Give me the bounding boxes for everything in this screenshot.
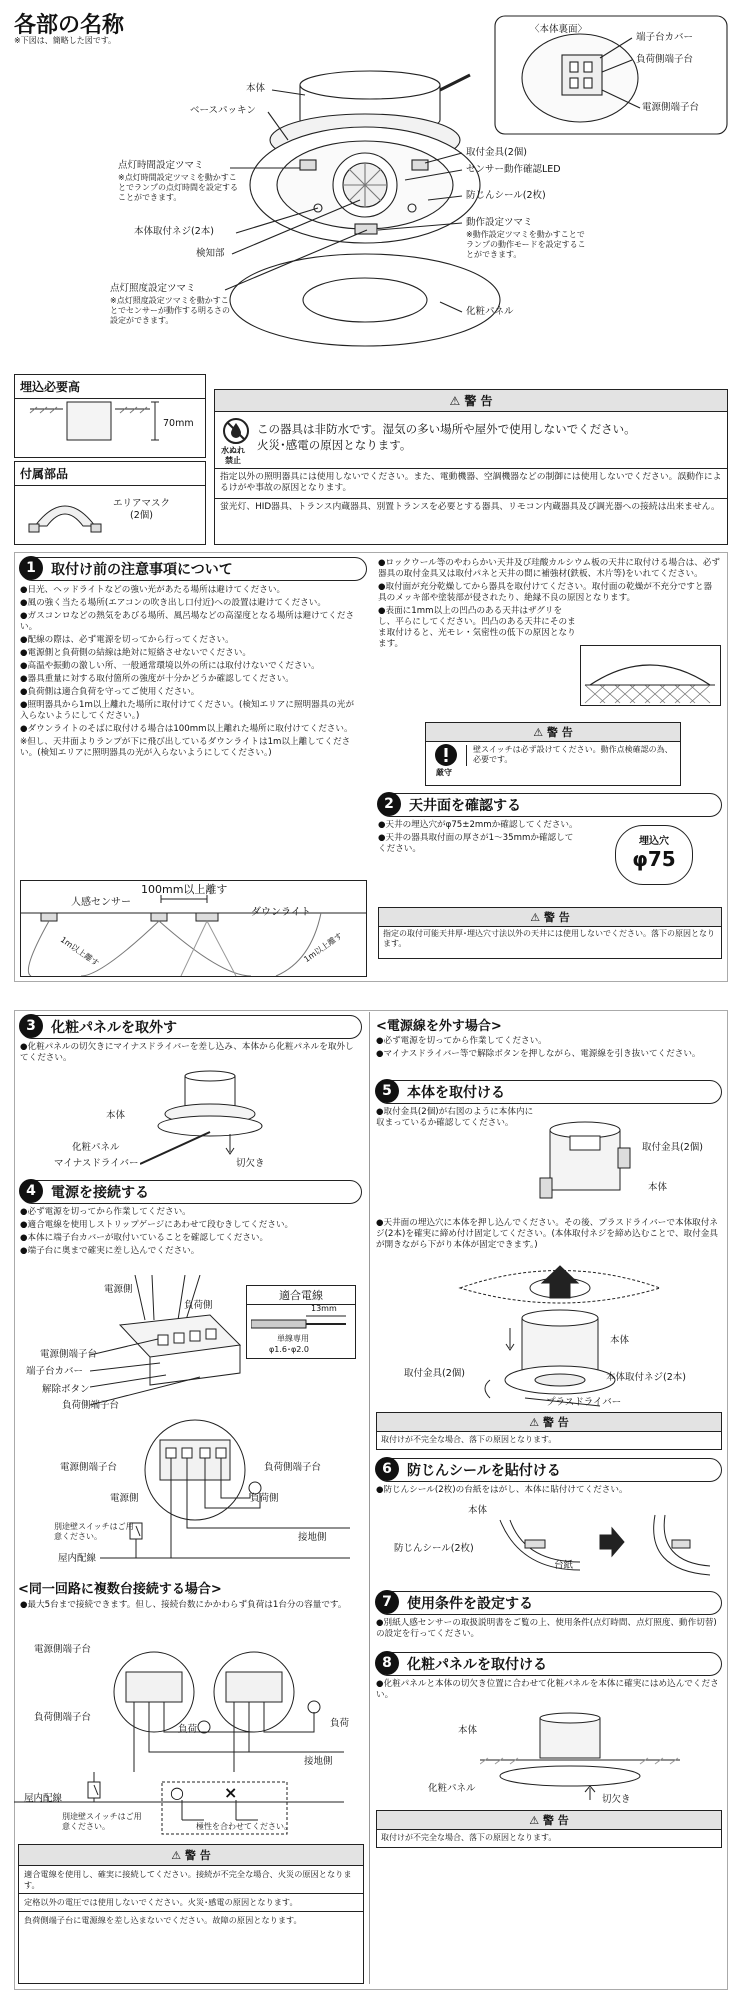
section-6-number: 6 xyxy=(375,1457,399,1481)
warning-panel-text: 取付けが不完全な場合、落下の原因となります。 xyxy=(381,1833,557,1842)
label-mount-bracket: 取付金具(2個) xyxy=(466,147,527,158)
label-time-knob: 点灯時間設定ツマミ xyxy=(118,160,204,171)
s3-label-notch: 切欠き xyxy=(236,1158,265,1169)
list-item: ●最大5台まで接続できます。但し、接続台数にかかわらず負荷は1台分の容量です。 xyxy=(20,1600,347,1610)
list-item: ●取付金具(2個)が右図のように本体内に収まっているか確認してください。 xyxy=(376,1107,534,1128)
s4-load-terminal: 負荷側端子台 xyxy=(62,1400,120,1411)
mandatory-icon xyxy=(434,743,458,767)
label-mount-screw: 本体取付ネジ(2本) xyxy=(134,226,214,237)
warning-ceiling-text: 指定の取付可能天井厚･埋込穴寸法以外の天井には使用しないでください。落下の原因となります。 xyxy=(383,929,715,949)
accessory-title: 付属部品 xyxy=(15,462,205,486)
diagram-100mm: 100mm以上離す xyxy=(141,883,228,896)
multi-wall-switch: 別途壁スイッチはご用意ください。 xyxy=(62,1812,142,1831)
prohibit-caption-2: 禁止 xyxy=(225,456,241,465)
bracket-check-diagram xyxy=(530,1118,660,1208)
section-6-header xyxy=(376,1458,722,1482)
list-item: ●マイナスドライバー等で解除ボタンを押しながら、電源線を引き抜いてください。 xyxy=(376,1049,701,1059)
s5-label-body2: 本体 xyxy=(610,1335,630,1346)
section-2-title: 天井面を確認する xyxy=(409,798,521,814)
list-item: ●照明器具から1m以上離れた場所に取付けてください。(検知エリアに照明器具の光が入らないようにしてください。) xyxy=(20,700,355,721)
s4-c-power: 電源側 xyxy=(110,1493,139,1504)
diagram-sensor: 人感センサー xyxy=(71,897,131,908)
list-item: ●風の強く当たる場所(エアコンの吹き出し口付近)への設置は避けてください。 xyxy=(20,598,326,608)
diagram-dist-right: 1m以上離す xyxy=(302,931,345,965)
section-2-number: 2 xyxy=(377,792,401,816)
section-3-number: 3 xyxy=(19,1014,43,1038)
section-3-header xyxy=(20,1015,362,1039)
accessory-box xyxy=(14,461,206,545)
seal-diagram xyxy=(480,1500,720,1585)
list-item: ●本体に端子台カバーが取付いていることを確認してください。 xyxy=(20,1233,269,1243)
warning-mount xyxy=(376,1412,722,1450)
hole-badge xyxy=(615,825,693,885)
s6-label-body: 本体 xyxy=(468,1505,488,1516)
multi-load-2: 負荷 xyxy=(330,1718,350,1729)
list-item: ●高温や振動の激しい所、一般通常環境以外の所には取付けないでください。 xyxy=(20,661,320,671)
multi-power-terminal: 電源側端子台 xyxy=(34,1644,92,1655)
label-terminal-cover: 端子台カバー xyxy=(636,32,694,43)
section-8-header xyxy=(376,1652,722,1676)
section-1-right-list xyxy=(378,558,720,652)
s4-power-terminal: 電源側端子台 xyxy=(40,1349,98,1360)
section-5-list xyxy=(376,1107,536,1131)
list-item: ●天井の埋込穴がφ75±2mmか確認してください。 xyxy=(378,820,578,830)
warning-wiring xyxy=(18,1844,364,1984)
list-item: ●器具重量に対する取付箇所の強度が十分かどうか確認してください。 xyxy=(20,674,294,684)
list-item: ●ダウンライトのそばに取付ける場合は100mm以上離れた場所に取付けてください。 xyxy=(20,724,353,734)
label-lux-knob: 点灯照度設定ツマミ xyxy=(110,283,196,294)
list-item: ●天井の器具取付面の厚さが1～35mmか確認してください。 xyxy=(378,833,574,854)
mandatory-caption: 厳守 xyxy=(436,768,452,777)
hole-label: 埋込穴 xyxy=(639,836,669,847)
list-item: ●防じんシール(2枚)の台紙をはがし、本体に貼付けてください。 xyxy=(376,1485,628,1495)
s4-indoor: 屋内配線 xyxy=(58,1553,97,1564)
warning-wiring-row: 負荷側端子台に電源線を差し込まないでください。故障の原因となります。 xyxy=(19,1911,363,1929)
label-panel: 化粧パネル xyxy=(466,306,514,317)
warning-wall-switch xyxy=(425,722,681,786)
page-title: 各部の名称 xyxy=(14,13,125,38)
note-time-knob: ※点灯時間設定ツマミを動かすことでランプの点灯時間を設定することができます。 xyxy=(118,173,238,202)
diagram-dist-left: 1m以上離す xyxy=(58,935,101,969)
list-item: ●必ず電源を切ってから作業してください。 xyxy=(20,1207,191,1217)
back-view-title: 〈本体裏面〉 xyxy=(530,24,588,35)
warning-wiring-row: 定格以外の電圧では使用しないでください。火災･感電の原因となります。 xyxy=(19,1893,363,1911)
section-5-header xyxy=(376,1080,722,1104)
warning-mount-text: 取付けが不完全な場合、落下の原因となります。 xyxy=(381,1435,557,1444)
no-water-icon xyxy=(221,416,251,446)
s4-c-load-terminal: 負荷側端子台 xyxy=(264,1462,322,1473)
embed-height-box xyxy=(14,374,206,458)
wire-length: 13mm xyxy=(311,1304,337,1313)
s4-c-load: 負荷側 xyxy=(250,1493,279,1504)
multi-list xyxy=(20,1600,365,1613)
warning-wall-switch-text: 壁スイッチは必ず設けてください。動作点検確認の為、必要です。 xyxy=(466,745,673,766)
label-base-packing: ベースパッキン xyxy=(190,105,256,116)
uneven-ceiling-diagram xyxy=(580,645,730,707)
multi-ground: 接地側 xyxy=(304,1756,333,1767)
s5-label-body: 本体 xyxy=(648,1182,668,1193)
section-4-header xyxy=(20,1180,362,1204)
warning-main-title: ⚠ 警 告 xyxy=(215,390,727,412)
warning-main-row3: 蛍光灯、HID器具、トランス内蔵器具、別置トランスを必要とする器具、リモコン内蔵器具及び調光器への接続は出来ません。 xyxy=(215,498,727,516)
s5-label-driver: プラスドライバー xyxy=(546,1397,622,1408)
multi-load-1: 負荷 xyxy=(178,1724,198,1735)
label-detector: 検知部 xyxy=(196,248,225,259)
multi-caption: 極性を合わせてください。 xyxy=(196,1822,292,1831)
section-8-number: 8 xyxy=(375,1651,399,1675)
s4-c-power-terminal: 電源側端子台 xyxy=(60,1462,118,1473)
list-item: ●端子台に奥まで確実に差し込んでください。 xyxy=(20,1246,200,1256)
section-4-number: 4 xyxy=(19,1179,43,1203)
warning-mount-title: ⚠ 警 告 xyxy=(377,1413,721,1432)
wire-type: 単線専用 xyxy=(277,1334,309,1343)
multi-indoor: 屋内配線 xyxy=(24,1793,63,1804)
wire-strip-icon xyxy=(251,1314,351,1334)
section-2-header xyxy=(378,793,722,817)
section-2-list xyxy=(378,820,578,857)
section-1-number: 1 xyxy=(19,556,43,580)
multi-load-terminal: 負荷側端子台 xyxy=(34,1712,92,1723)
s5-label-bracket2: 取付金具(2個) xyxy=(404,1368,465,1379)
warning-panel-title: ⚠ 警 告 xyxy=(377,1811,721,1830)
section-4-title: 電源を接続する xyxy=(51,1185,149,1201)
section-1-title: 取付け前の注意事項について xyxy=(51,562,233,578)
page-note: ※下図は、簡略した図です。 xyxy=(14,36,117,45)
section-8-title: 化粧パネルを取付ける xyxy=(407,1657,547,1673)
warning-ceiling-title: ⚠ 警 告 xyxy=(379,908,721,927)
list-item: ●化粧パネルと本体の切欠き位置に合わせて化粧パネルを本体に確実にはめ込んでください。 xyxy=(376,1679,719,1700)
list-item: ●表面に1mm以上の凹凸のある天井はザグリをし、平らにしてください。凹凸のある天井にそのまま取付けると、光モレ・気密性の低下の原因となります。 xyxy=(378,606,576,649)
s8-label-body: 本体 xyxy=(458,1725,478,1736)
list-item: ●ロックウール等のやわらかい天井及び珪酸カルシウム板の天井に取付ける場合は、必ず器具の取付金具又は取付パネと天井の間に補強材(鉄板、木片等)をいれてください。 xyxy=(378,558,721,579)
ng-mark: × xyxy=(224,1783,238,1802)
section-7-list xyxy=(376,1618,721,1642)
area-mask-icon xyxy=(25,486,105,542)
s4-ground: 接地側 xyxy=(298,1532,327,1543)
section-4-list xyxy=(20,1207,365,1259)
s5-label-bracket: 取付金具(2個) xyxy=(642,1142,703,1153)
list-item: ●日光、ヘッドライトなどの強い光があたる場所は避けてください。 xyxy=(20,585,286,595)
section-7-header xyxy=(376,1591,722,1615)
warning-main-line2: 火災･感電の原因となります。 xyxy=(257,438,412,452)
s6-label-paper: 台紙 xyxy=(554,1560,574,1571)
list-item: ●化粧パネルの切欠きにマイナスドライバーを差し込み、本体から化粧パネルを取外してください。 xyxy=(20,1042,354,1063)
embed-title: 埋込必要高 xyxy=(15,375,205,399)
section-1-header xyxy=(20,557,367,581)
s8-label-panel: 化粧パネル xyxy=(428,1783,476,1794)
section-6-list xyxy=(376,1485,721,1498)
label-dust-seal: 防じんシール(2枚) xyxy=(466,190,546,201)
s3-label-body: 本体 xyxy=(106,1110,126,1121)
warning-panel xyxy=(376,1810,722,1848)
section-3-title: 化粧パネルを取外す xyxy=(51,1020,177,1036)
list-item: ●天井面の埋込穴に本体を押し込んでください。その後、プラスドライバーで本体取付ネジ(2本)を確実に締め付け固定してください。(本体取付ネジを締め込むことで、取付金具が開きながら下がり本体が固定できます。) xyxy=(376,1218,718,1250)
label-body: 本体 xyxy=(246,83,266,94)
section-3-list xyxy=(20,1042,360,1066)
s4-release-button: 解除ボタン xyxy=(42,1384,90,1395)
list-item: ●適合電線を使用しストリップゲージにあわせて段むきしてください。 xyxy=(20,1220,294,1230)
s3-label-driver: マイナスドライバー xyxy=(54,1158,139,1169)
list-item: ●別紙人感センサーの取扱説明書をご覧の上、使用条件(点灯時間、点灯照度、動作切替)の設定を行ってください。 xyxy=(376,1618,717,1639)
s4-terminal-cover: 端子台カバー xyxy=(26,1366,84,1377)
section-7-title: 使用条件を設定する xyxy=(407,1596,533,1612)
warning-wall-switch-title: ⚠ 警 告 xyxy=(426,723,680,742)
note-mode-knob: ※動作設定ツマミを動かすことでランプの動作モードを設定することができます。 xyxy=(466,230,586,259)
label-sensor-led: センサー動作確認LED xyxy=(466,164,561,175)
section-5-list-2 xyxy=(376,1218,721,1253)
s6-label-seal: 防じんシール(2枚) xyxy=(394,1543,474,1554)
panel-removal-diagram xyxy=(140,1068,290,1168)
wire-spec-title: 適合電線 xyxy=(247,1286,355,1305)
distance-diagram xyxy=(20,880,367,977)
diagram-downlight: ダウンライト xyxy=(251,907,311,918)
label-mode-knob: 動作設定ツマミ xyxy=(466,217,533,228)
wiring-circuit-diagram xyxy=(100,1418,360,1568)
s4-load-side: 負荷側 xyxy=(184,1300,213,1311)
panel-attach-diagram xyxy=(480,1708,680,1803)
list-item: ●負荷側は適合負荷を守ってご使用ください。 xyxy=(20,687,200,697)
embed-value: 70mm xyxy=(163,418,194,429)
s5-label-screw: 本体取付ネジ(2本) xyxy=(606,1372,686,1383)
mount-diagram xyxy=(450,1258,670,1413)
section-1-list xyxy=(20,585,360,761)
section-5-number: 5 xyxy=(375,1079,399,1103)
list-item: ●電源側と負荷側の結線は絶対に短絡させないでください。 xyxy=(20,648,251,658)
list-item: ●必ず電源を切ってから作業してください。 xyxy=(376,1036,547,1046)
label-load-terminal: 負荷側端子台 xyxy=(636,54,694,65)
section-5-title: 本体を取付ける xyxy=(407,1085,505,1101)
s4-power-side: 電源側 xyxy=(104,1284,133,1295)
s4-wall-switch: 別途壁スイッチはご用意ください。 xyxy=(54,1522,134,1541)
prohibit-caption-1: 水ぬれ xyxy=(221,446,245,455)
multi-title: <同一回路に複数台接続する場合> xyxy=(18,1582,222,1597)
wire-size: φ1.6･φ2.0 xyxy=(269,1345,309,1354)
section-6-title: 防じんシールを貼付ける xyxy=(407,1463,561,1479)
ok-mark: ○ xyxy=(170,1783,184,1802)
section-7-number: 7 xyxy=(375,1590,399,1614)
warning-wiring-title: ⚠ 警 告 xyxy=(19,1845,363,1865)
section-8-list xyxy=(376,1679,721,1703)
warning-main-line1: この器具は非防水です。湿気の多い場所や屋外で使用しないでください。 xyxy=(257,422,636,436)
note-lux-knob: ※点灯照度設定ツマミを動かすことでセンサーが動作する明るさの設定ができます。 xyxy=(110,296,230,325)
s3-label-panel: 化粧パネル xyxy=(72,1142,120,1153)
remove-title: <電源線を外す場合> xyxy=(376,1019,502,1034)
list-item: ●ガスコンロなどの熱気をあびる場所、風呂場などの高湿度となる場所は避けてください。 xyxy=(20,611,355,632)
remove-list xyxy=(376,1036,721,1062)
warning-wiring-row: 適合電線を使用し、確実に接続してください。接続が不完全な場合、火災の原因となります。 xyxy=(19,1865,363,1893)
warning-ceiling xyxy=(378,907,722,959)
accessory-item: エリアマスク (2個) xyxy=(113,498,171,521)
list-item: ●取付面が充分乾燥してから器具を取付けてください。取付面の乾燥が不充分ですと器具のメッキ部や塗装部が侵されたり、絶縁不良の原因となります。 xyxy=(378,582,713,603)
wire-spec-box xyxy=(246,1285,356,1359)
warning-main xyxy=(214,389,728,545)
warning-main-row2: 指定以外の照明器具には使用しないでください。また、電動機器、空調機器などの制御には使用しないでください。誤動作によるけがや事故の原因となります。 xyxy=(215,468,727,498)
s8-label-notch: 切欠き xyxy=(602,1794,631,1805)
hole-size: φ75 xyxy=(632,847,676,871)
column-divider xyxy=(369,1012,370,1984)
list-item: ※但し、天井面よりランプが下に飛び出しているダウンライトは1m以上離してください。(検知エリアに照明器具の光が入らないようにしてください。) xyxy=(20,737,351,758)
list-item: ●配線の際は、必ず電源を切ってから行ってください。 xyxy=(20,635,234,645)
label-power-terminal: 電源側端子台 xyxy=(642,102,700,113)
